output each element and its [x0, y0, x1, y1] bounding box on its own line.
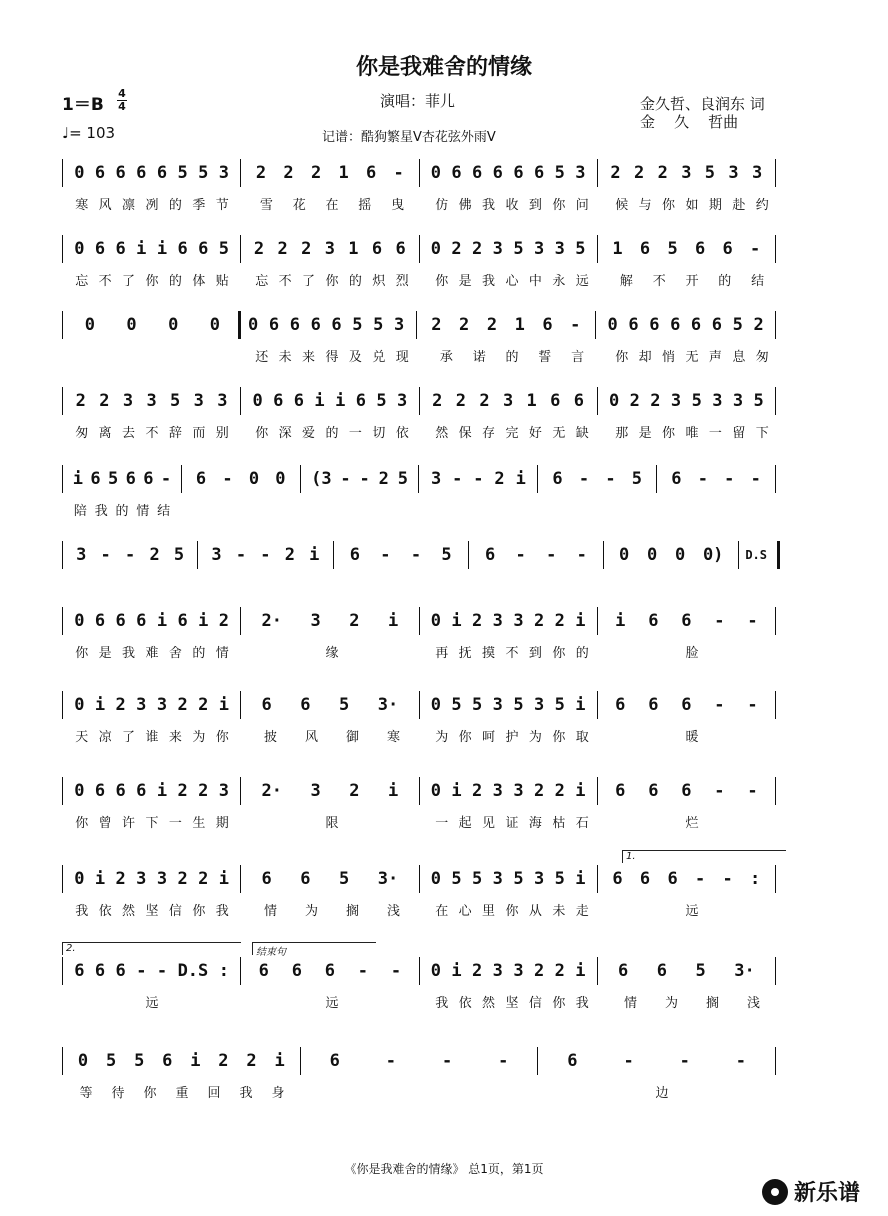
notes-line — [62, 388, 782, 414]
measure: i 6 6 - - — [615, 611, 758, 631]
lyric-segment — [302, 1082, 542, 1102]
lyrics-line — [62, 500, 782, 520]
lyrics-line — [62, 812, 782, 832]
score-system — [62, 851, 782, 946]
lyric-segment: 为 你 呵 护 为 你 取 — [435, 730, 589, 745]
score-system — [62, 466, 782, 546]
lyric-segment: 那 是 你 唯 一 留 下 — [615, 426, 769, 441]
measure: 0 i 2 3 3 2 2 i — [74, 695, 230, 715]
measure: 0 2 2 3 5 3 3 5 — [608, 391, 764, 411]
record-disc-icon — [762, 1179, 788, 1205]
measure: 3 - - 2 5 — [76, 545, 185, 565]
lyrics-line — [62, 576, 782, 596]
notes-line — [62, 236, 782, 262]
measure: 0 6 6 6 i 2 2 3 — [74, 781, 230, 801]
measure: 0 6 6 6 6 6 5 3 — [430, 163, 586, 183]
lyric-segment — [422, 500, 542, 520]
lyric-segment — [494, 576, 638, 596]
notes-line — [62, 692, 782, 718]
measure: 1 6 5 6 6 - — [612, 239, 761, 259]
lyrics-line — [62, 642, 782, 662]
measure: (3 - - 2 5 — [311, 469, 408, 489]
volta-bracket: 2. — [62, 942, 241, 955]
lyrics-line — [62, 194, 782, 214]
measure: 0 6 6 6 6 5 5 3 — [74, 163, 230, 183]
measure: 2 2 2 1 6 - — [255, 163, 404, 183]
volta-bracket: 1. — [622, 850, 786, 863]
measure: 6 6 6 - - — [615, 781, 758, 801]
composer-credit: 金 久 哲曲 — [640, 113, 739, 131]
score-system — [62, 160, 782, 240]
score-system — [62, 608, 782, 688]
measure: 2· 3 2 i — [261, 781, 399, 801]
lyric-segment: 再 抚 摸 不 到 你 的 — [435, 646, 589, 661]
score-system — [62, 312, 782, 392]
measure: 6 - - - — [671, 469, 761, 489]
time-signature-bottom: 4 — [118, 100, 126, 113]
score-system — [62, 1048, 782, 1128]
lyric-segment: 天 凉 了 谁 来 为 你 — [75, 730, 229, 745]
lyric-segment: 暖 — [685, 730, 699, 745]
measure: 6 - - - — [567, 1051, 747, 1071]
lyric-segment: 脸 — [685, 646, 699, 661]
lyric-segment: 披 风 御 寒 — [263, 730, 400, 745]
lyric-segment: 然 保 存 完 好 无 缺 — [435, 426, 589, 441]
lyric-segment: 忘 不 了 你 的 炽 烈 — [255, 274, 409, 289]
lyric-segment: 限 — [325, 816, 339, 831]
measure: 2· 3 2 i — [261, 611, 399, 631]
lyric-segment: 你 是 我 难 舍 的 情 — [75, 646, 229, 661]
lyric-segment: 陪 我 的 情 结 — [73, 504, 171, 519]
lyricist-credit: 金久哲、良润东 词 — [640, 95, 765, 113]
score-system — [62, 236, 782, 316]
measure: 0 6 6 6 i 6 i 2 — [74, 611, 230, 631]
measure: 0 i 2 3 3 2 2 i — [74, 869, 230, 889]
measure: 6 6 5 3· — [261, 869, 399, 889]
site-logo — [762, 1176, 860, 1207]
measure: 6 6 6 - - — [258, 961, 402, 981]
lyric-segment: 仿 佛 我 收 到 你 问 — [435, 198, 589, 213]
lyric-segment — [62, 576, 206, 596]
notes-line — [62, 312, 782, 338]
measure: 0 6 6 6 6 6 5 2 — [607, 315, 764, 335]
lyrics-line — [62, 900, 782, 920]
lyric-segment — [638, 576, 782, 596]
measure: 0 i 2 3 3 2 2 i — [430, 781, 586, 801]
score-system — [62, 388, 782, 468]
measure: 0 6 6 i i 6 5 3 — [252, 391, 408, 411]
measure: 0 i 2 3 3 2 2 i — [430, 611, 586, 631]
lyrics-line — [62, 346, 782, 366]
lyric-segment: 匆 离 去 不 辞 而 别 — [75, 426, 229, 441]
measure: 2 2 2 3 1 6 6 — [253, 239, 406, 259]
lyric-segment: 寒 风 凛 冽 的 季 节 — [75, 198, 229, 213]
notes-line — [62, 866, 782, 892]
lyrics-line — [62, 270, 782, 290]
measure: 0 0 0 0) — [618, 545, 724, 565]
transcriber-credit: 记谱：酷狗繁星V杏花弦外雨V — [322, 130, 496, 145]
lyric-segment: 雪 花 在 摇 曳 — [259, 198, 405, 213]
lyric-segment: 烂 — [685, 816, 699, 831]
lyrics-line — [62, 1082, 782, 1102]
measure: 6 6 6 - - — [615, 695, 758, 715]
lyric-segment: 还 未 来 得 及 兑 现 — [255, 350, 409, 365]
measure: i 6 5 6 6 - — [72, 469, 172, 489]
page-footer: 《你是我难舍的情缘》 总1页，第1页 — [344, 1162, 544, 1176]
lyric-segment: 你 却 悄 无 声 息 匆 — [615, 350, 769, 365]
score-system — [62, 778, 782, 858]
measure: 6 - 0 0 — [195, 469, 286, 489]
singer: 演唱：菲儿 — [380, 92, 456, 110]
measure: 0 5 5 6 i 2 2 i — [77, 1051, 285, 1071]
lyric-segment: 远 — [685, 904, 699, 919]
key-signature: 1＝B — [62, 95, 104, 115]
lyrics-line — [62, 726, 782, 746]
notes-line — [62, 958, 782, 984]
lyric-segment: 一 起 见 证 海 枯 石 — [435, 816, 589, 831]
lyric-segment: 等 待 你 重 回 我 身 — [79, 1086, 285, 1101]
measure: 6 - - 5 — [552, 469, 643, 489]
lyric-segment: 解 不 开 的 结 — [619, 274, 765, 289]
coda-label: 结束句 — [252, 942, 376, 955]
measure: 6 6 5 3· — [618, 961, 755, 981]
notes-line — [62, 466, 782, 492]
score-system — [62, 943, 782, 1038]
lyric-segment: 候 与 你 如 期 赴 约 — [615, 198, 769, 213]
measure: 6 - - - — [329, 1051, 509, 1071]
lyric-segment: 你 是 我 心 中 永 远 — [435, 274, 589, 289]
lyric-segment: 我 依 然 坚 信 你 我 — [435, 996, 589, 1011]
ds-mark: D.S — [745, 548, 768, 562]
logo-text: 新乐谱 — [794, 1181, 861, 1206]
measure: 0 6 6 6 6 5 5 3 — [248, 315, 405, 335]
measure: 2 2 2 3 5 3 3 — [610, 163, 763, 183]
lyric-segment: 承 诺 的 誓 言 — [439, 350, 585, 365]
lyric-segment: 我 依 然 坚 信 你 我 — [75, 904, 229, 919]
measure: 0 i 2 3 3 2 2 i — [430, 961, 586, 981]
tempo-mark: ♩= 103 — [62, 124, 116, 142]
measure: 2 2 3 3 5 3 3 — [75, 391, 228, 411]
notes-line — [62, 542, 782, 568]
lyric-segment: 情 为 搁 浅 — [263, 904, 400, 919]
measure: 3 - - 2 i — [211, 545, 320, 565]
lyric-segment: 情 为 搁 浅 — [623, 996, 760, 1011]
lyric-segment — [542, 500, 662, 520]
measure: 6 - - - — [484, 545, 587, 565]
lyric-segment — [302, 500, 422, 520]
measure: 0 6 6 i i 6 6 5 — [74, 239, 230, 259]
notes-line — [62, 778, 782, 804]
lyric-segment — [62, 346, 242, 366]
measure: 2 2 2 1 6 - — [431, 315, 581, 335]
measure: 0 2 2 3 5 3 3 5 — [430, 239, 586, 259]
measure: 3 - - 2 i — [430, 469, 526, 489]
notes-line — [62, 1048, 782, 1074]
lyric-segment: 你 曾 许 下 一 生 期 — [75, 816, 229, 831]
notes-line — [62, 160, 782, 186]
lyric-segment: 你 深 爱 的 一 切 依 — [255, 426, 409, 441]
lyric-segment — [662, 500, 782, 520]
lyric-segment: 远 — [325, 996, 339, 1011]
lyric-segment — [206, 576, 350, 596]
lyric-segment — [350, 576, 494, 596]
measure: 6 6 6 - - D.S : — [74, 961, 229, 981]
score-system — [62, 692, 782, 772]
measure: 0 5 5 3 5 3 5 i — [430, 869, 586, 889]
lyric-segment: 忘 不 了 你 的 体 贴 — [75, 274, 229, 289]
lyric-segment: 远 — [145, 996, 159, 1011]
lyrics-line — [62, 992, 782, 1012]
notes-line — [62, 608, 782, 634]
measure: 6 6 6 - - : — [612, 869, 761, 889]
page-title: 你是我难舍的情缘 — [355, 55, 532, 80]
lyric-segment: 缘 — [325, 646, 339, 661]
lyric-segment: 在 心 里 你 从 未 走 — [435, 904, 589, 919]
time-signature-top: 4 — [118, 87, 126, 100]
lyric-segment — [182, 500, 302, 520]
lyric-segment: 边 — [655, 1086, 669, 1101]
lyrics-line — [62, 422, 782, 442]
measure: 6 6 5 3· — [261, 695, 399, 715]
measure: 2 2 2 3 1 6 6 — [432, 391, 584, 411]
measure: 0 0 0 0 — [84, 315, 221, 335]
measure: 6 - - 5 — [349, 545, 452, 565]
measure: 0 5 5 3 5 3 5 i — [430, 695, 586, 715]
